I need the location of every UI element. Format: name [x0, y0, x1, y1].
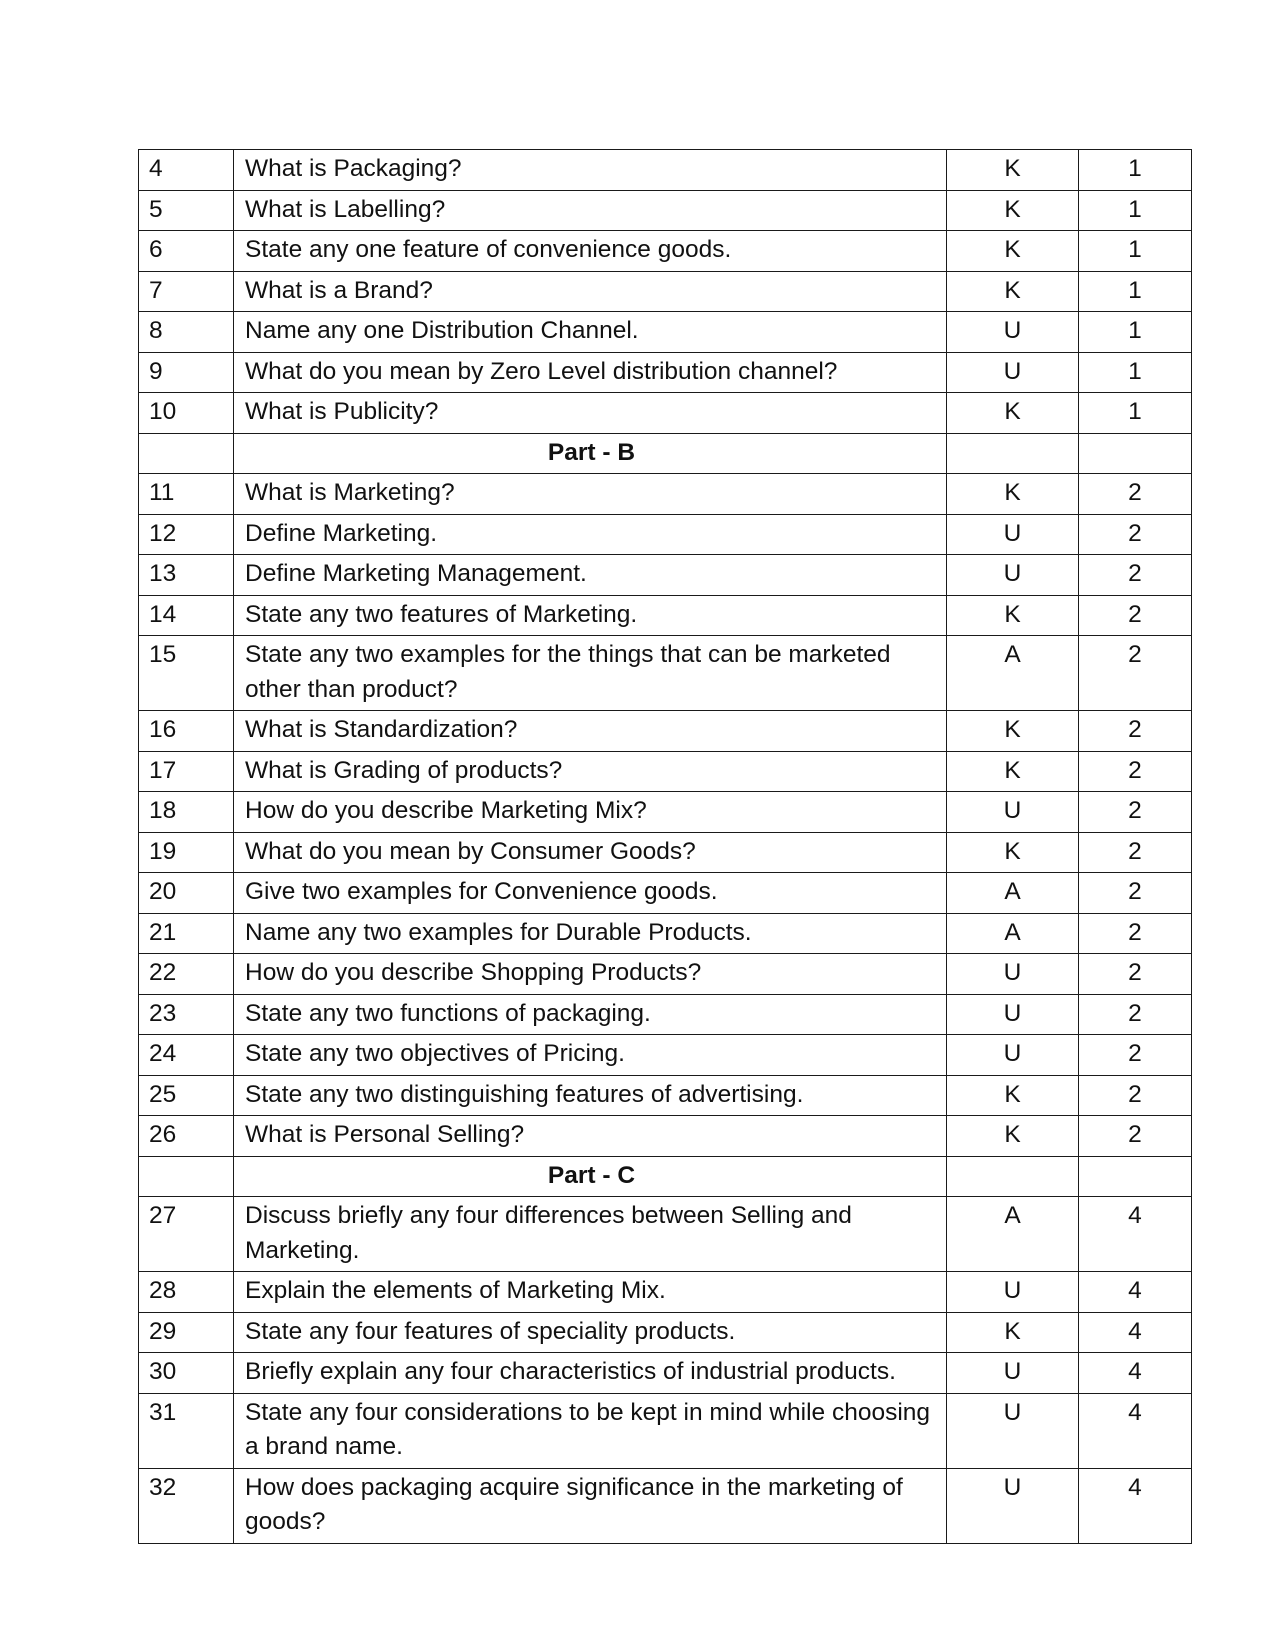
section-marks-cell [1079, 433, 1192, 474]
question-row [139, 352, 1192, 393]
cognitive-level: U [947, 792, 1079, 833]
question-text: Name any two examples for Durable Products. [234, 913, 947, 954]
marks-value: 1 [1079, 190, 1192, 231]
question-text: What do you mean by Zero Level distribution channel? [234, 352, 947, 393]
question-row [139, 792, 1192, 833]
cognitive-level: U [947, 954, 1079, 995]
question-number: 24 [139, 1035, 234, 1076]
question-number: 26 [139, 1116, 234, 1157]
question-number: 13 [139, 555, 234, 596]
question-row [139, 873, 1192, 914]
question-text: What do you mean by Consumer Goods? [234, 832, 947, 873]
question-text: Explain the elements of Marketing Mix. [234, 1272, 947, 1313]
cognitive-level: U [947, 1468, 1079, 1543]
question-row [139, 312, 1192, 353]
question-number: 20 [139, 873, 234, 914]
marks-value: 1 [1079, 352, 1192, 393]
marks-value: 2 [1079, 711, 1192, 752]
cognitive-level: U [947, 1272, 1079, 1313]
cognitive-level: K [947, 150, 1079, 191]
question-text: State any one feature of convenience goods. [234, 231, 947, 272]
question-bank-table [138, 149, 1192, 1544]
cognitive-level: U [947, 994, 1079, 1035]
question-row [139, 1272, 1192, 1313]
question-row [139, 1116, 1192, 1157]
marks-value: 2 [1079, 1116, 1192, 1157]
marks-value: 2 [1079, 873, 1192, 914]
marks-value: 2 [1079, 474, 1192, 515]
question-text: What is Personal Selling? [234, 1116, 947, 1157]
question-table-body [139, 150, 1192, 1544]
question-row [139, 474, 1192, 515]
question-number: 12 [139, 514, 234, 555]
question-number: 10 [139, 393, 234, 434]
cognitive-level: K [947, 190, 1079, 231]
marks-value: 4 [1079, 1393, 1192, 1468]
section-level-cell [947, 1156, 1079, 1197]
section-title: Part - B [234, 433, 947, 474]
cognitive-level: U [947, 1035, 1079, 1076]
question-number: 28 [139, 1272, 234, 1313]
cognitive-level: K [947, 1075, 1079, 1116]
question-number: 30 [139, 1353, 234, 1394]
question-row [139, 1468, 1192, 1543]
cognitive-level: U [947, 1353, 1079, 1394]
marks-value: 2 [1079, 994, 1192, 1035]
question-row [139, 1075, 1192, 1116]
cognitive-level: U [947, 352, 1079, 393]
cognitive-level: U [947, 1393, 1079, 1468]
question-table-container [138, 149, 1191, 1544]
marks-value: 4 [1079, 1353, 1192, 1394]
cognitive-level: K [947, 393, 1079, 434]
question-number: 5 [139, 190, 234, 231]
question-number: 29 [139, 1312, 234, 1353]
cognitive-level: A [947, 873, 1079, 914]
question-text: Give two examples for Convenience goods. [234, 873, 947, 914]
cognitive-level: U [947, 312, 1079, 353]
question-row [139, 1035, 1192, 1076]
question-number: 21 [139, 913, 234, 954]
marks-value: 2 [1079, 555, 1192, 596]
marks-value: 4 [1079, 1468, 1192, 1543]
question-text: State any four considerations to be kept in mind while choosing a brand name. [234, 1393, 947, 1468]
marks-value: 2 [1079, 636, 1192, 711]
question-number: 4 [139, 150, 234, 191]
question-row [139, 150, 1192, 191]
question-row [139, 231, 1192, 272]
question-number: 32 [139, 1468, 234, 1543]
section-level-cell [947, 433, 1079, 474]
cognitive-level: K [947, 711, 1079, 752]
marks-value: 2 [1079, 1035, 1192, 1076]
section-number-cell [139, 433, 234, 474]
marks-value: 2 [1079, 954, 1192, 995]
question-text: What is Grading of products? [234, 751, 947, 792]
question-row [139, 595, 1192, 636]
question-number: 8 [139, 312, 234, 353]
question-number: 27 [139, 1197, 234, 1272]
cognitive-level: K [947, 751, 1079, 792]
marks-value: 2 [1079, 751, 1192, 792]
marks-value: 2 [1079, 595, 1192, 636]
marks-value: 4 [1079, 1197, 1192, 1272]
question-text: Name any one Distribution Channel. [234, 312, 947, 353]
question-row [139, 954, 1192, 995]
question-text: State any four features of speciality products. [234, 1312, 947, 1353]
question-number: 6 [139, 231, 234, 272]
section-title: Part - C [234, 1156, 947, 1197]
question-text: State any two distinguishing features of advertising. [234, 1075, 947, 1116]
question-text: What is Packaging? [234, 150, 947, 191]
marks-value: 2 [1079, 1075, 1192, 1116]
section-number-cell [139, 1156, 234, 1197]
cognitive-level: K [947, 832, 1079, 873]
question-number: 7 [139, 271, 234, 312]
question-text: What is Marketing? [234, 474, 947, 515]
marks-value: 2 [1079, 913, 1192, 954]
question-number: 9 [139, 352, 234, 393]
cognitive-level: K [947, 271, 1079, 312]
cognitive-level: A [947, 913, 1079, 954]
question-text: How does packaging acquire significance in the marketing of goods? [234, 1468, 947, 1543]
cognitive-level: U [947, 514, 1079, 555]
section-header-row [139, 1156, 1192, 1197]
marks-value: 1 [1079, 393, 1192, 434]
cognitive-level: K [947, 231, 1079, 272]
section-header-row [139, 433, 1192, 474]
cognitive-level: A [947, 636, 1079, 711]
question-text: What is Labelling? [234, 190, 947, 231]
marks-value: 4 [1079, 1312, 1192, 1353]
cognitive-level: K [947, 595, 1079, 636]
question-number: 22 [139, 954, 234, 995]
question-number: 15 [139, 636, 234, 711]
question-number: 19 [139, 832, 234, 873]
question-text: Discuss briefly any four differences between Selling and Marketing. [234, 1197, 947, 1272]
marks-value: 1 [1079, 312, 1192, 353]
question-text: Define Marketing. [234, 514, 947, 555]
cognitive-level: K [947, 474, 1079, 515]
question-number: 16 [139, 711, 234, 752]
marks-value: 1 [1079, 271, 1192, 312]
cognitive-level: A [947, 1197, 1079, 1272]
marks-value: 1 [1079, 231, 1192, 272]
question-text: How do you describe Shopping Products? [234, 954, 947, 995]
question-text: Briefly explain any four characteristics of industrial products. [234, 1353, 947, 1394]
question-row [139, 636, 1192, 711]
question-row [139, 1353, 1192, 1394]
cognitive-level: U [947, 555, 1079, 596]
question-number: 31 [139, 1393, 234, 1468]
question-row [139, 832, 1192, 873]
question-number: 18 [139, 792, 234, 833]
question-row [139, 913, 1192, 954]
question-row [139, 393, 1192, 434]
question-text: What is a Brand? [234, 271, 947, 312]
question-text: State any two examples for the things that can be marketed other than product? [234, 636, 947, 711]
marks-value: 2 [1079, 514, 1192, 555]
question-number: 25 [139, 1075, 234, 1116]
question-row [139, 994, 1192, 1035]
cognitive-level: K [947, 1312, 1079, 1353]
marks-value: 1 [1079, 150, 1192, 191]
question-number: 14 [139, 595, 234, 636]
question-row [139, 514, 1192, 555]
marks-value: 2 [1079, 832, 1192, 873]
question-row [139, 271, 1192, 312]
question-row [139, 1312, 1192, 1353]
question-text: How do you describe Marketing Mix? [234, 792, 947, 833]
question-row [139, 751, 1192, 792]
question-text: What is Publicity? [234, 393, 947, 434]
question-row [139, 190, 1192, 231]
question-text: State any two objectives of Pricing. [234, 1035, 947, 1076]
marks-value: 4 [1079, 1272, 1192, 1313]
question-text: What is Standardization? [234, 711, 947, 752]
question-text: State any two functions of packaging. [234, 994, 947, 1035]
question-row [139, 711, 1192, 752]
question-number: 17 [139, 751, 234, 792]
question-number: 23 [139, 994, 234, 1035]
question-number: 11 [139, 474, 234, 515]
question-text: State any two features of Marketing. [234, 595, 947, 636]
cognitive-level: K [947, 1116, 1079, 1157]
question-text: Define Marketing Management. [234, 555, 947, 596]
section-marks-cell [1079, 1156, 1192, 1197]
question-row [139, 555, 1192, 596]
question-row [139, 1393, 1192, 1468]
question-row [139, 1197, 1192, 1272]
marks-value: 2 [1079, 792, 1192, 833]
